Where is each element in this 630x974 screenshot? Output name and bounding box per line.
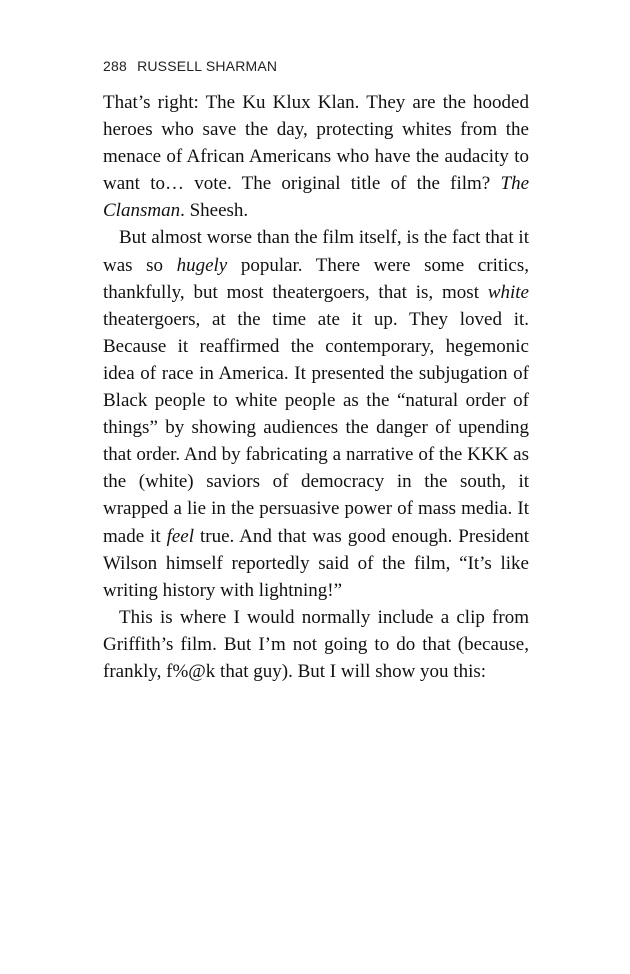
text-segment: That’s right: The Ku Klux Klan. They are the hooded heroes who save the day, protecting whites from the menace of African Americans who have the audacity to want to… vote. The original title of the film? — [103, 92, 529, 195]
page-number: 288 — [103, 58, 127, 74]
paragraph-3 — [103, 604, 529, 685]
body-text — [103, 89, 529, 685]
text-segment: . Sheesh. — [180, 200, 249, 222]
italic-emphasis: white — [487, 281, 529, 303]
italic-emphasis: hugely — [176, 254, 228, 276]
text-segment: But almost worse than the film itself, is the fact that it was so — [103, 227, 529, 276]
text-segment: theatergoers, at the time ate it up. They loved it. Because it reaffirmed the contemporary, hegemonic idea of race in America. It presented the subjugation of Black people to white people as the “natural order of things” by showing audiences the danger of upending that order. And by fabricating a narrative of the KKK as the (white) saviors of democracy in the south, it wrapped a lie in the persuasive power of mass media. It made it — [103, 308, 529, 547]
paragraph-2 — [103, 224, 529, 603]
italic-title: The Clansman — [103, 173, 529, 222]
paragraph-1 — [103, 89, 529, 224]
running-head — [103, 58, 277, 74]
text-segment: popular. There were some critics, thankfully, but most theatergoers, that is, most — [103, 254, 529, 303]
text-segment: true. And that was good enough. President Wilson himself reportedly said of the film, “It’s like writing history with lightning!” — [103, 525, 530, 601]
italic-emphasis: feel — [166, 525, 195, 547]
running-head-author: RUSSELL SHARMAN — [137, 58, 278, 74]
text-segment: This is where I would normally include a clip from Griffith’s film. But I’m not going to do that (because, frankly, f%@k that guy). But I will show you this: — [103, 606, 529, 682]
